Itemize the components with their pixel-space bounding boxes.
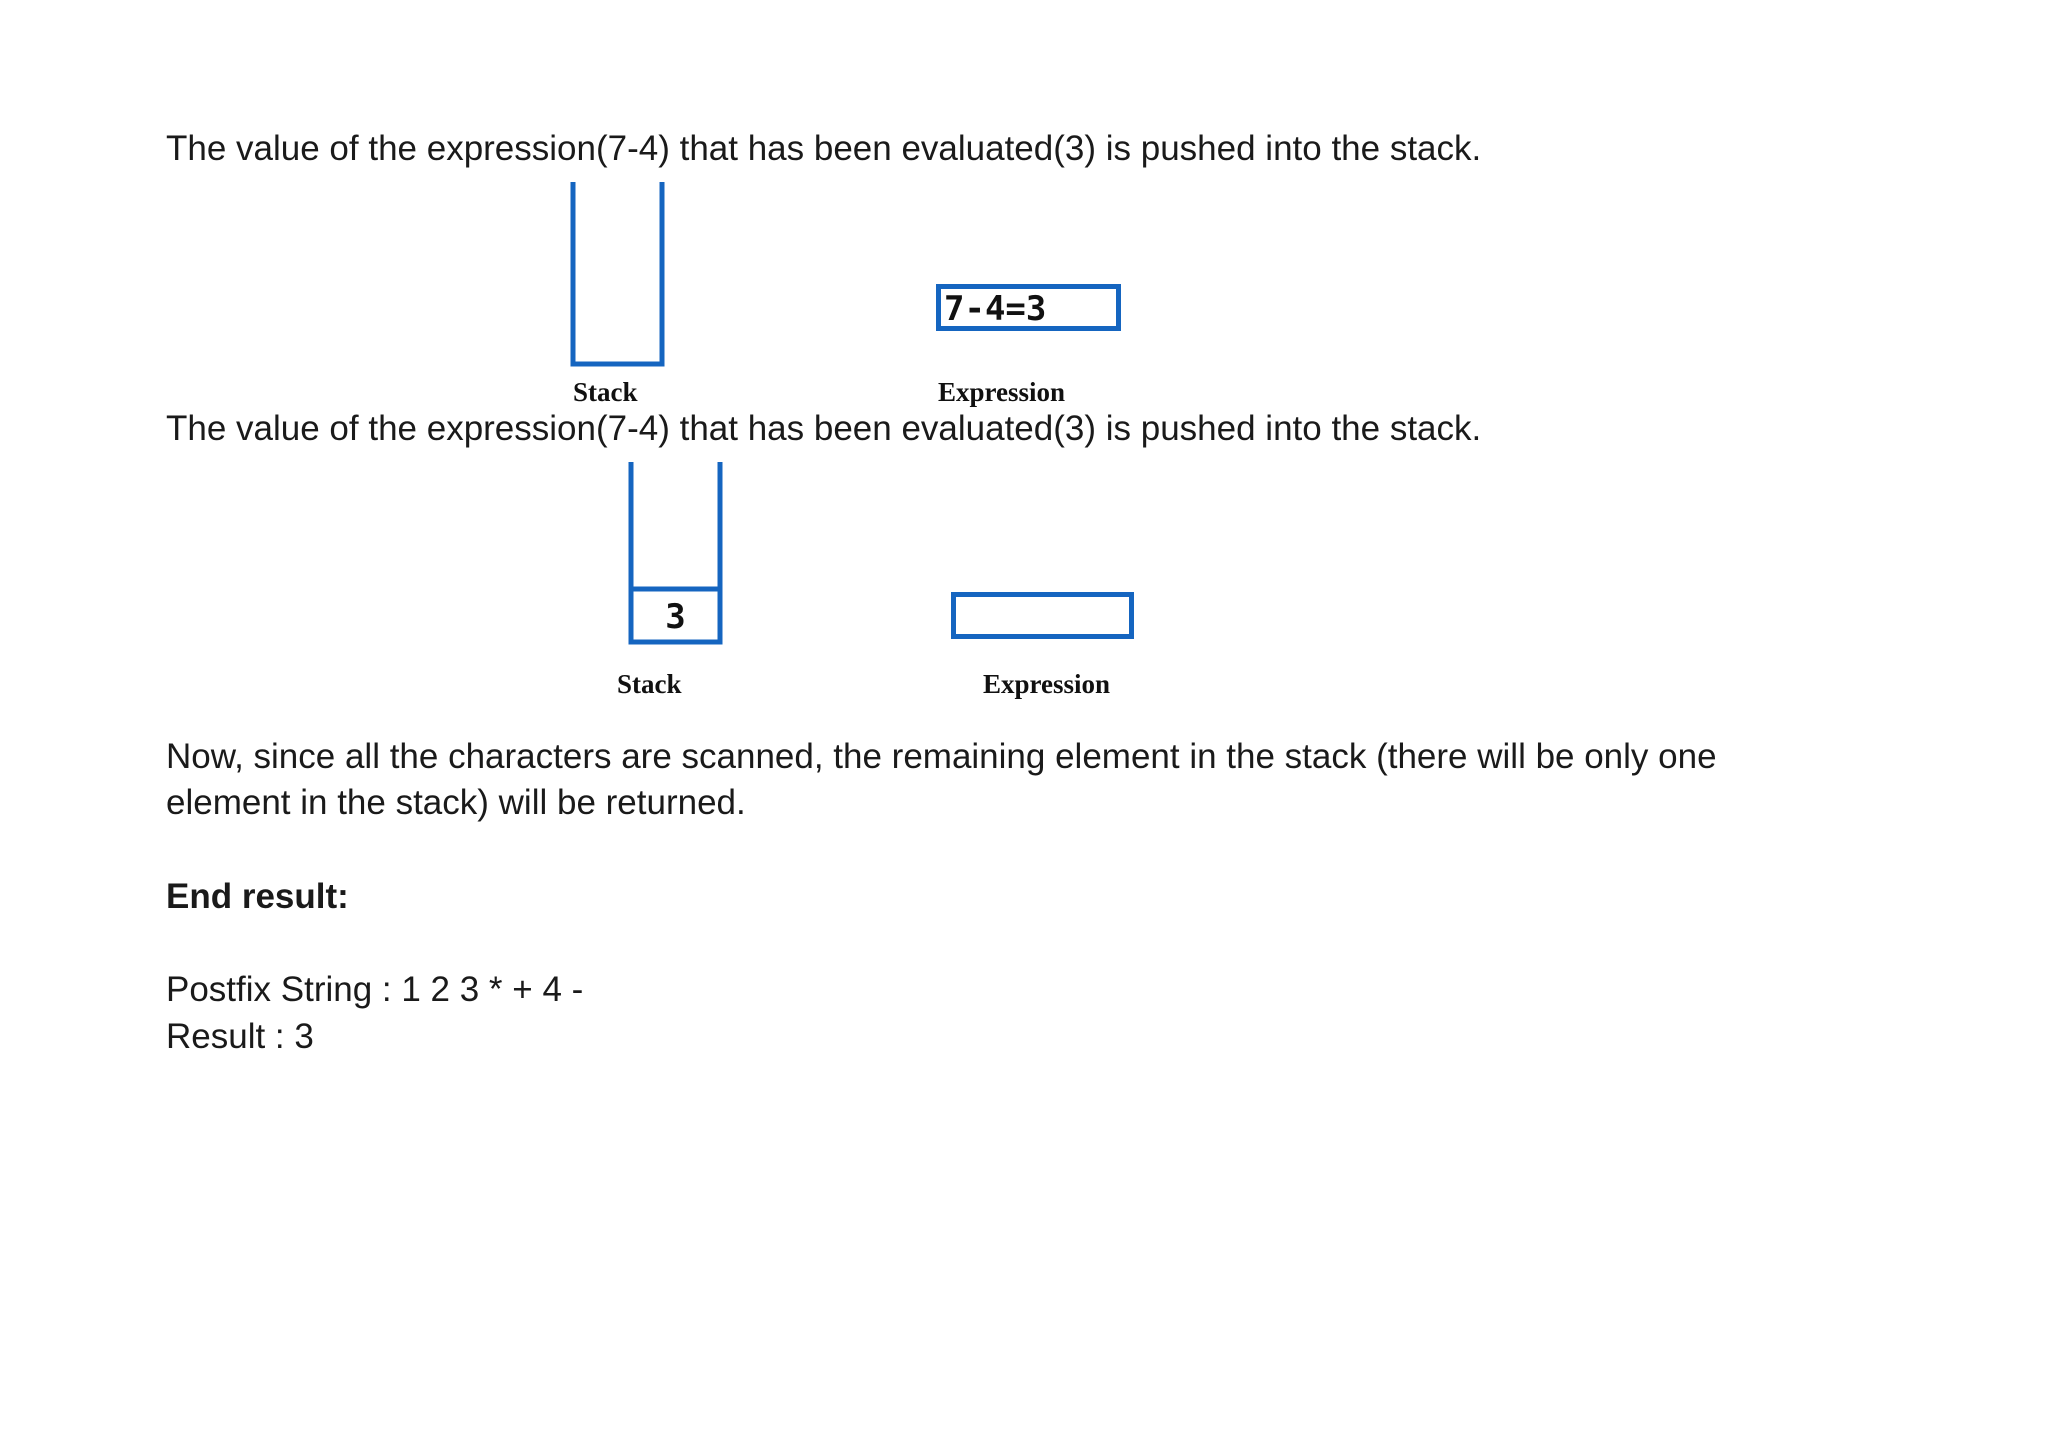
step1-expression-box	[936, 284, 1122, 332]
step2-expression-box	[951, 592, 1135, 640]
step2-expression-caption: Expression	[983, 669, 1111, 699]
step1-expression-caption: Expression	[938, 377, 1066, 407]
postfix-string: Postfix String : 1 2 3 * + 4 -	[166, 970, 584, 1009]
step2-stack	[628, 462, 724, 646]
step2-stack-item: 3	[665, 597, 686, 637]
step2-expression-graphic	[951, 592, 1135, 640]
step1-description: The value of the expression(7-4) that has been evaluated(3) is pushed into the stack.	[166, 129, 1482, 168]
step2-expression-frame	[954, 595, 1132, 637]
step2-stack-caption: Stack	[617, 669, 682, 699]
step1-stack-graphic	[570, 182, 666, 368]
conclusion-line-1: Now, since all the characters are scanned, the remaining element in the stack (there will be only one	[166, 737, 1717, 776]
result-value: Result : 3	[166, 1017, 314, 1056]
step1-stack	[570, 182, 666, 368]
step1-stack-caption: Stack	[573, 377, 638, 407]
step1-stack-outline	[573, 182, 662, 364]
step1-expression-graphic	[936, 284, 1122, 332]
step2-stack-graphic	[628, 462, 724, 646]
end-result-heading: End result:	[166, 877, 349, 916]
step2-description: The value of the expression(7-4) that has been evaluated(3) is pushed into the stack.	[166, 409, 1482, 448]
conclusion-line-2: element in the stack) will be returned.	[166, 783, 746, 822]
step1-expression-value: 7-4=3	[944, 289, 1047, 329]
